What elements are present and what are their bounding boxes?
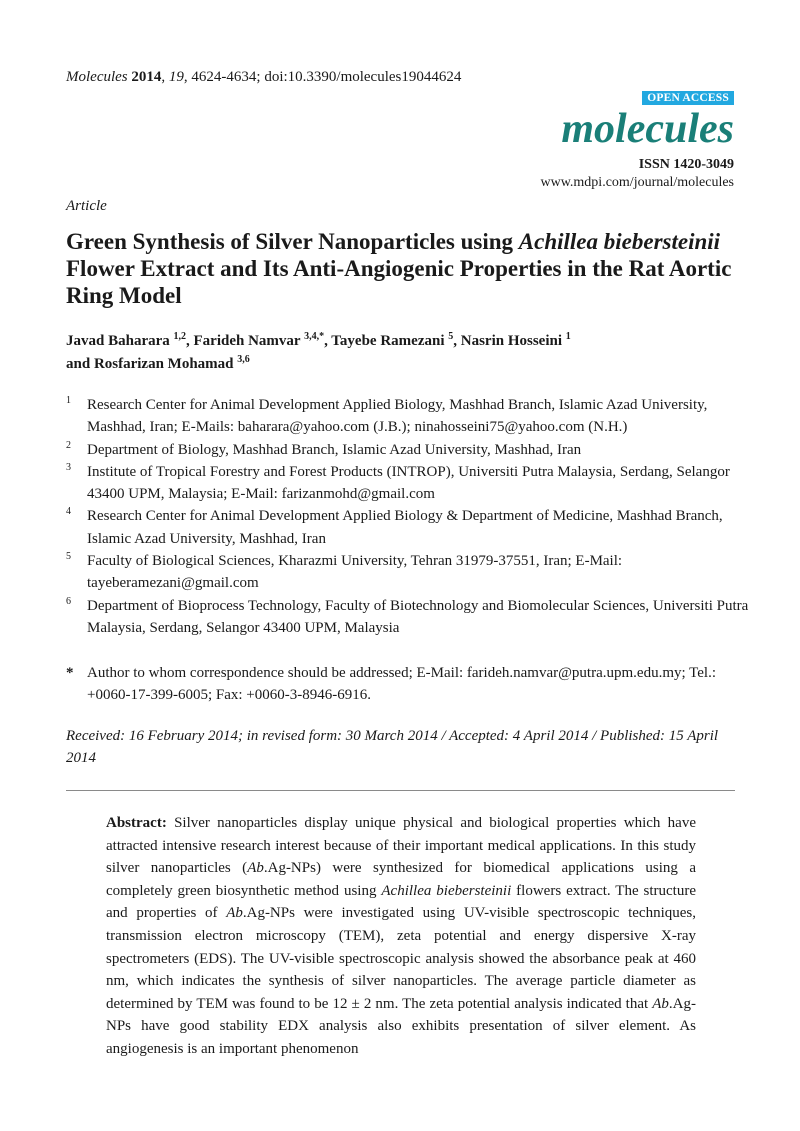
affiliation-number: 1: [66, 395, 71, 406]
affiliation-text: Research Center for Animal Development Applied Biology & Department of Medicine, Mashhad Branch, Islamic Azad University, Mashhad, Iran: [87, 508, 723, 547]
affiliation-item: [66, 439, 756, 461]
author-list: Javad Baharara $^{1,2}$, Farideh Namvar $^{3,4,*}$, Tayebe Ramezani $^5$, Nasrin Hosseini $^1$ and Rosfarizan Mohamad $^{3,6}$: [66, 331, 571, 372]
author-affiliation-marker: 5: [448, 331, 454, 342]
correspondence-text: Author to whom correspondence should be addressed; E-Mail: farideh.namvar@putra.upm.edu.my; Tel.: +0060-17-399-6005; Fax: +0060-3-8946-6916.: [87, 665, 716, 704]
affiliation-item: [66, 505, 756, 550]
affiliation-number: 6: [66, 595, 71, 607]
author-affiliation-marker: 3,6: [237, 354, 250, 365]
affiliation-text: Institute of Tropical Forestry and Forest Products (INTROP), Universiti Putra Malaysia, Serdang, Selangor 43400 UPM, Malaysia; E-Mail: farizanmohd@gmail.com: [87, 463, 730, 503]
abstract-text: .Ag-NPs have good stability EDX analysis also exhibits presentation of silver element. As angiogenesis is an important phenomenon: [106, 995, 696, 1057]
citation-line: Molecules 2014, 19, 4624-4634; doi:10.3390/molecules19044624: [66, 69, 462, 85]
abstract-text: .Ag-NPs) were synthesized for biomedical applications using a completely green biosynthetic method using: [106, 860, 696, 899]
affiliation-text: Department of Bioprocess Technology, Faculty of Biotechnology and Biomolecular Sciences, Universiti Putra Malaysia, Serdang, Selangor 43400 UPM, Malaysia: [87, 597, 749, 636]
journal-logo: molecules: [561, 106, 734, 152]
affiliation-number: 3: [66, 461, 71, 473]
author-name: Nasrin Hosseini: [460, 333, 566, 349]
author-affiliation-marker: 1,2: [173, 331, 187, 342]
abstract-italic-text: Ab: [226, 905, 243, 922]
correspondence-note: [66, 662, 756, 707]
affiliation-number: 2: [66, 439, 71, 451]
abstract-italic-text: Achillea biebersteinii: [381, 882, 512, 899]
affiliation-item: [66, 394, 756, 439]
asterisk-marker: *: [66, 665, 74, 681]
author-name: Rosfarizan Mohamad: [93, 356, 238, 372]
abstract-italic-text: Ab: [247, 860, 264, 877]
affiliation-text: Faculty of Biological Sciences, Kharazmi University, Tehran 31979-37551, Iran; E-Mail: tayeberamezani@gmail.com: [87, 553, 623, 592]
journal-url[interactable]: www.mdpi.com/journal/molecules: [540, 175, 734, 190]
year: 2014: [131, 69, 162, 85]
affiliation-number: 5: [66, 551, 71, 563]
author-name: Javad Baharara: [66, 333, 174, 349]
affiliations: [66, 394, 756, 639]
author-affiliation-marker: 3,4,*: [304, 331, 325, 342]
abstract-text: flowers extract. The structure and properties of: [106, 882, 697, 922]
pages: 4624-4634: [191, 69, 257, 85]
author-affiliation-marker: 1: [565, 331, 571, 342]
affiliation-item: [66, 461, 756, 506]
publication-dates: Received: 16 February 2014; in revised form: 30 March 2014 / Accepted: 4 April 2014 / Published: 15 April 2014: [66, 728, 719, 767]
affiliation-item: [66, 595, 756, 640]
abstract-label: Abstract:: [106, 815, 167, 831]
divider: [66, 790, 735, 791]
volume: 19: [168, 69, 184, 85]
abstract-text: .Ag-NPs were investigated using UV-visible spectroscopic techniques, transmission electron microscopy (TEM), zeta potential and energy dispersive X-ray spectrometers (EDS). The UV-visible spectroscopic analysis showed the absorbance peak at 460 nm, which indicates the synthesis of silver nanoparticles. The average particle diameter as determined by TEM was found to be 12 ± 2 nm. The zeta potential analysis indicated that: [106, 905, 696, 1012]
affiliation-item: [66, 550, 756, 595]
open-access-badge: OPEN ACCESS: [642, 91, 734, 105]
author-name: Tayebe Ramezani: [331, 333, 449, 349]
paper-title: Green Synthesis of Silver Nanoparticles using Achillea biebersteinii Flower Extract and Its Anti-Angiogenic Properties in the Rat Aortic Ring Model: [66, 229, 732, 308]
issn: ISSN 1420-3049: [638, 157, 734, 172]
abstract: [106, 812, 696, 1061]
affiliation-number: 4: [66, 506, 71, 518]
affiliation-text: Research Center for Animal Development Applied Biology, Mashhad Branch, Islamic Azad University, Mashhad, Iran; E-Mails: baharara@yahoo.com (J.B.); ninahosseini75@yahoo.com (N.H.): [87, 397, 708, 436]
abstract-text: Silver nanoparticles display unique physical and biological properties which have attracted intensive research interest because of their important medical applications. In this study silver nanoparticles (: [106, 815, 696, 877]
journal-name: Molecules: [66, 69, 128, 85]
article-type: Article: [66, 198, 107, 214]
doi[interactable]: doi:10.3390/molecules19044624: [264, 69, 462, 85]
affiliation-text: Department of Biology, Mashhad Branch, Islamic Azad University, Mashhad, Iran: [87, 441, 582, 458]
abstract-italic-text: Ab: [652, 995, 669, 1012]
author-name: Farideh Namvar: [193, 333, 305, 349]
